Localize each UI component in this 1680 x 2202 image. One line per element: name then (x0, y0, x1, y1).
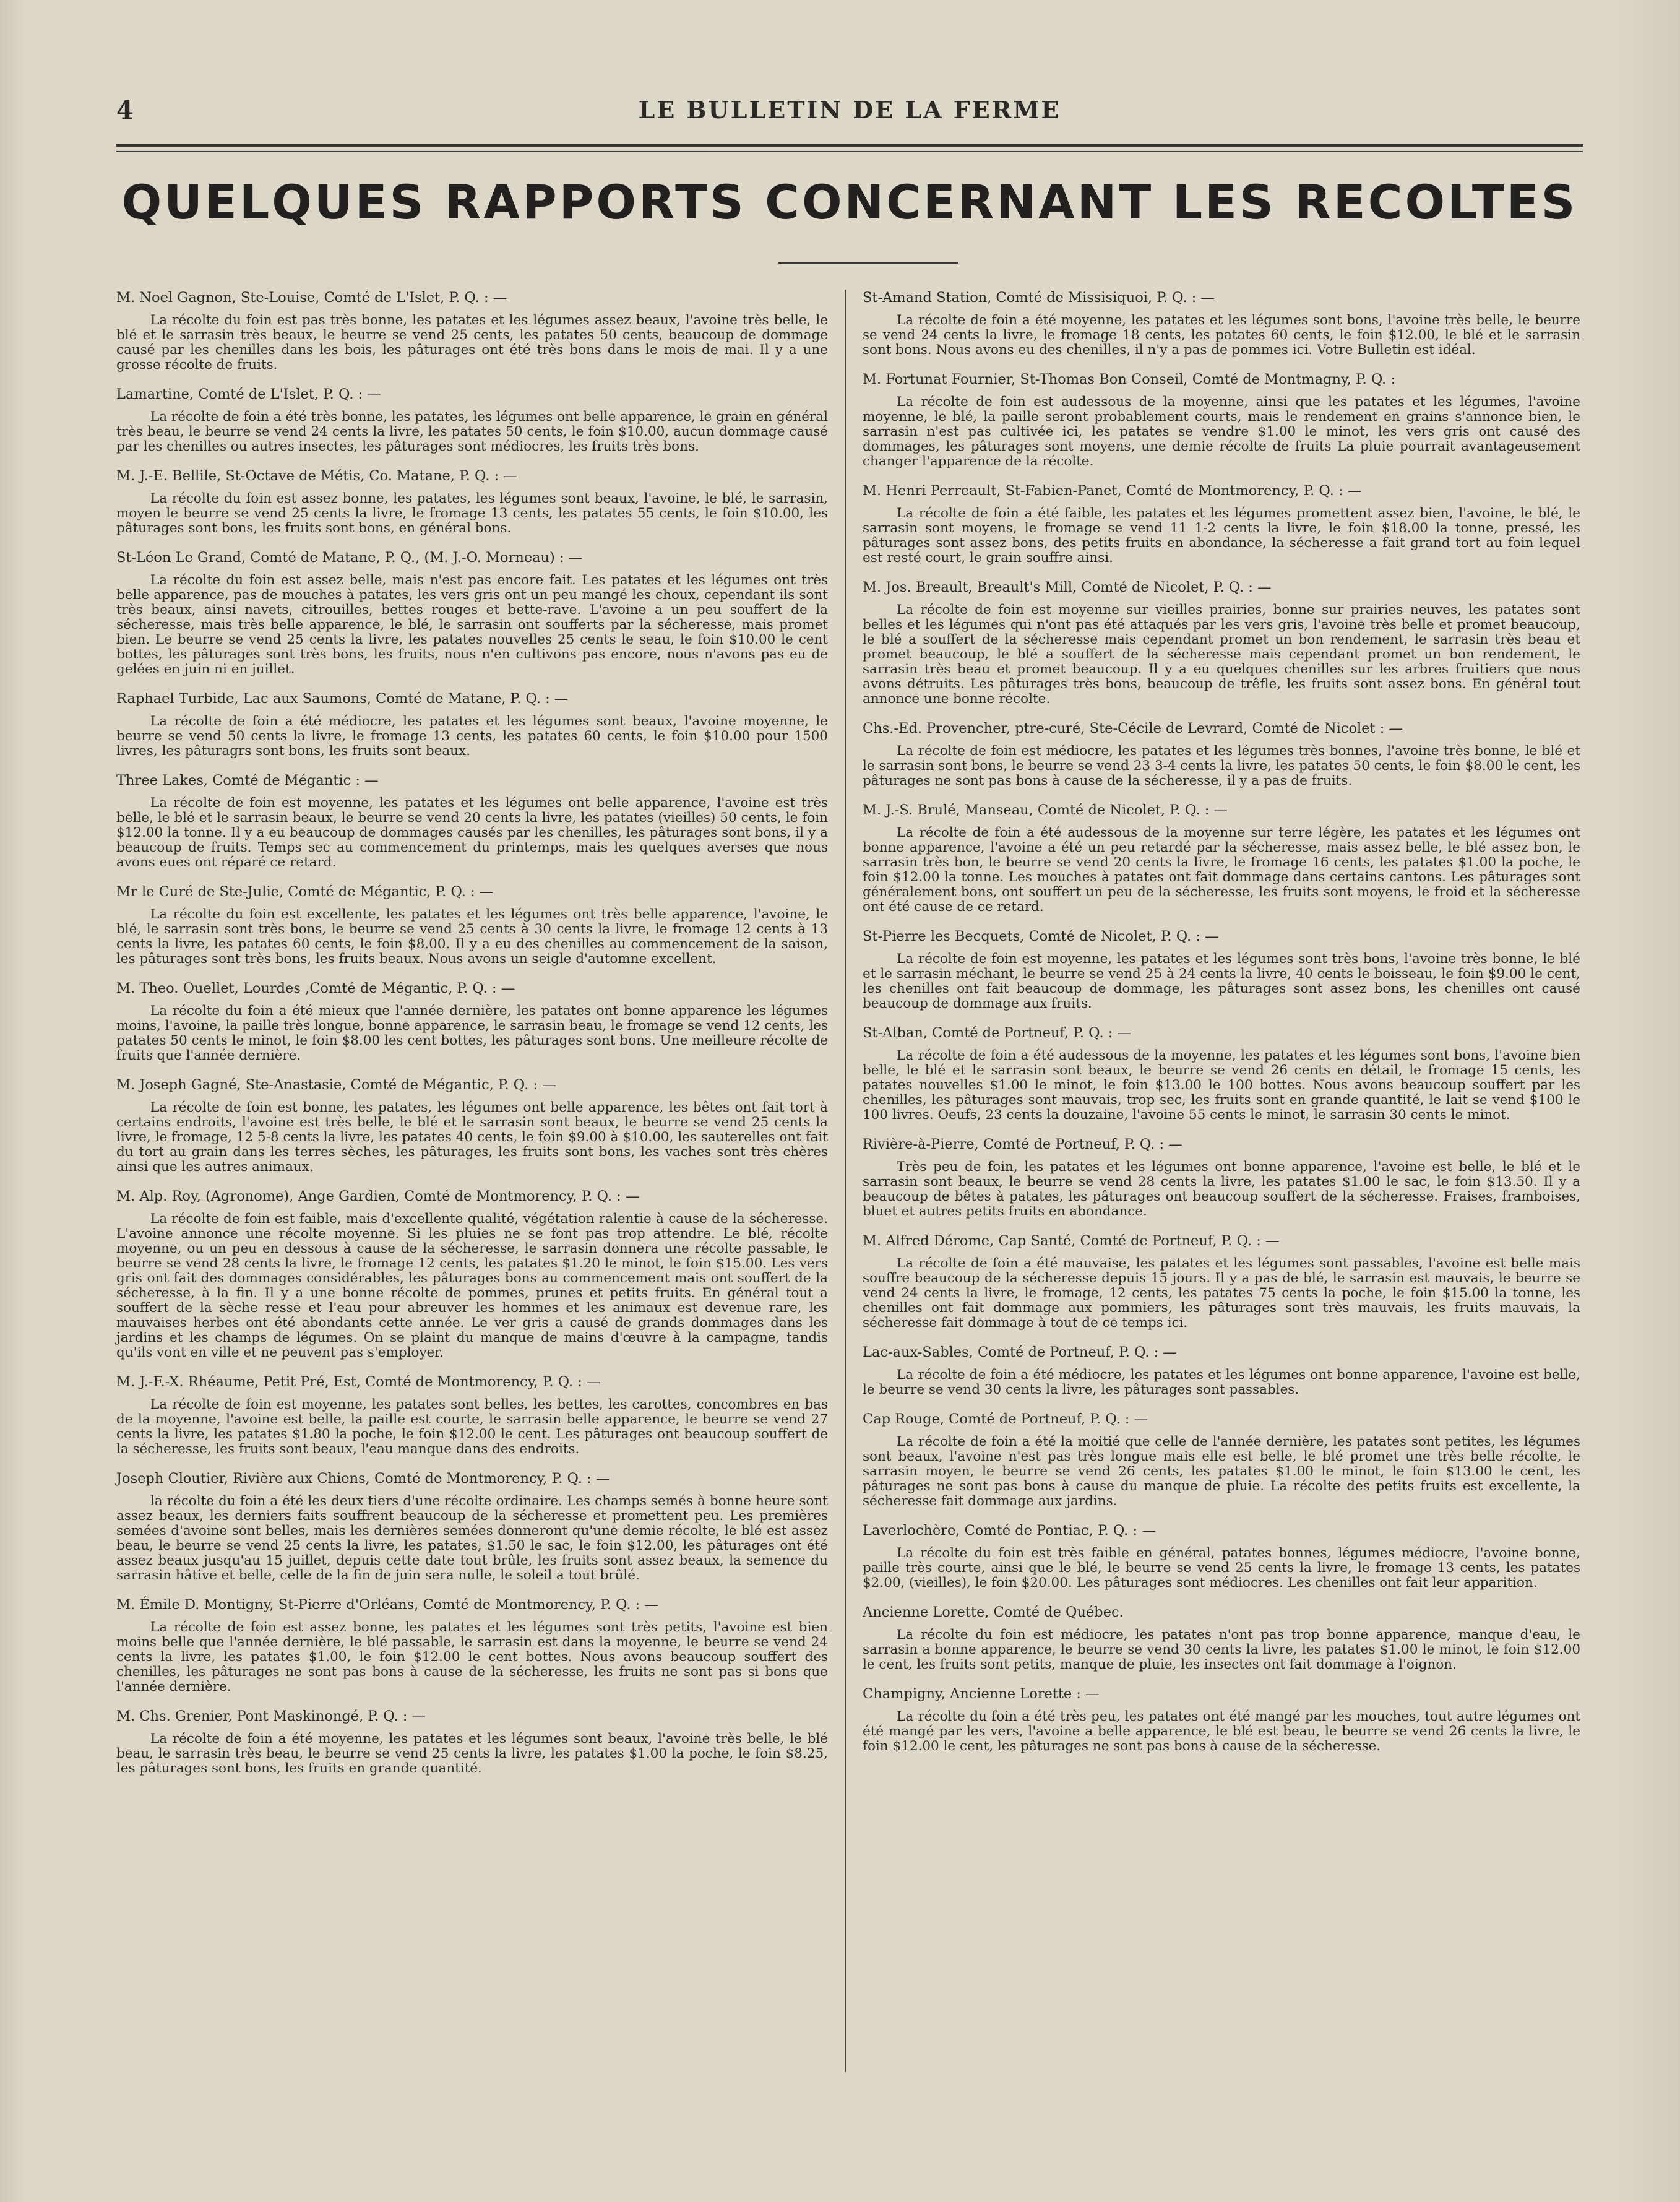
crop-report (863, 290, 1580, 358)
report-heading: M. J.-S. Brulé, Manseau, Comté de Nicolet, P. Q. : — (863, 802, 1228, 818)
report-heading: Ancienne Lorette, Comté de Québec. (863, 1604, 1124, 1620)
crop-report (863, 1344, 1580, 1397)
report-text: La récolte du foin est pas très bonne, les patates et les légumes assez beaux, l'avoine très belle, le blé et le sarrasin très beaux, le beurre se vend 25 cents, les patates 50 cents, beaucoup de dommage causé par les chenilles dans les bois, les pâturages ont été très bons dans le mois de mai. Il y a une grosse récolte de fruits. (116, 313, 828, 373)
crop-report (116, 1374, 828, 1457)
report-text: La récolte du foin a été mieux que l'année dernière, les patates ont bonne apparence les légumes moins, l'avoine, la paille très longue, bonne apparence, le sarrasin beau, le fromage se vend 12 cents, les patates 50 cents le minot, le foin $8.00 les cent bottes, les pâturages sont bons. Une meilleure récolte de fruits que l'année dernière. (116, 1003, 828, 1063)
report-text: La récolte du foin a été très peu, les patates ont été mangé par les mouches, tout autre légumes ont été mangé par les vers, l'avoine a belle apparence, le blé est beau, le beurre se vend 26 cents la livre, le foin $12.00 le cent, les pâturages ne sont pas bons à cause de la sécheresse. (863, 1709, 1580, 1754)
crop-report (116, 1597, 828, 1695)
crop-report (116, 290, 828, 373)
report-heading: St-Alban, Comté de Portneuf, P. Q. : — (863, 1025, 1132, 1041)
report-text: La récolte de foin est moyenne sur vieilles prairies, bonne sur prairies neuves, les patates sont belles et les légumes qui n'ont pas été attaqués par les vers gris, l'avoine très belle et promet beaucoup, le blé a souffert de la sécheresse mais cependant promet un bon rendement, le sarrasin très beau et promet beaucoup, le blé a souffert de la sécheresse mais cependant promet un bon rendement, le sarrasin très beau et promet beaucoup. Il y a eu quelques chenilles sur les arbres fruitiers que nous avons détruits. Les pâturages très bons, beaucoup de trêfle, les fruits sont assez bons. En général tout annonce une bonne récolte. (863, 602, 1580, 707)
report-text: La récolte de foin est assez bonne, les patates et les légumes sont très petits, l'avoine est bien moins belle que l'année dernière, le blé passable, le sarrasin est dans la moyenne, le beurre se vend 24 cents la livre, les patates $1.00, le foin $12.00 le cent bottes. Nous avons beaucoup souffert des chenilles, les pâturages ne sont pas bons à cause de la sécheresse, les fruits ne sont pas si bons que l'année dernière. (116, 1620, 828, 1695)
report-heading: M. J.-E. Bellile, St-Octave de Métis, Co. Matane, P. Q. : — (116, 468, 517, 484)
report-heading: M. Theo. Ouellet, Lourdes ,Comté de Mégantic, P. Q. : — (116, 980, 515, 996)
crop-report (116, 1708, 828, 1776)
report-text: La récolte de foin est audessous de la moyenne, ainsi que les patates et les légumes, l'avoine moyenne, le blé, la paille seront probablement courts, mais le rendement en grains s'annonce bien, le sarrasin n'est pas cultivée ici, les patates se vendre $1.00 le minot, les vers gris ont causé des dommages, les pâturages sont moyens, une demie récolte de fruits La pluie pourrait avantageusement changer l'apparence de la récolte. (863, 394, 1580, 469)
crop-report (116, 468, 828, 536)
report-heading: Chs.-Ed. Provencher, ptre-curé, Ste-Cécile de Levrard, Comté de Nicolet : — (863, 720, 1403, 736)
crop-report (863, 928, 1580, 1011)
report-text: La récolte de foin a été moyenne, les patates et les légumes sont bons, l'avoine très belle, le beurre se vend 24 cents la livre, le fromage 18 cents, les patates 60 cents, le foin $12.00, le blé et le sarrasin sont bons. Nous avons eu des chenilles, il n'y a pas de pommes ici. Votre Bulletin est idéal. (863, 313, 1580, 358)
header-rule-thin (116, 151, 1583, 152)
crop-report (116, 980, 828, 1063)
report-text: La récolte de foin est moyenne, les patates et les légumes ont belle apparence, l'avoine est très belle, le blé et le sarrasin beaux, le beurre se vend 20 cents la livre, les patates (vieilles) 50 cents, le foin $12.00 la tonne. Il y a eu beaucoup de dommages causés par les chenilles, les pâturages sont bons, il y a beaucoup de fruits. Temps sec au commencement du printemps, mais les quelques averses que nous avons eues ont réparé ce retard. (116, 795, 828, 870)
report-text: La récolte du foin est médiocre, les patates n'ont pas trop bonne apparence, manque d'eau, le sarrasin a bonne apparence, le beurre se vend 30 cents la livre, les patates $1.00 le minot, le foin $12.00 le cent, les fruits sont petits, manque de pluie, les insectes ont fait dommage à l'oignon. (863, 1627, 1580, 1672)
report-text: La récolte de foin a été moyenne, les patates et les légumes sont beaux, l'avoine très belle, le blé beau, le sarrasin très beau, le beurre se vend 25 cents la livre, les patates $1.00 la poche, le foin $8.25, les pâturages sont bons, les fruits en grande quantité. (116, 1731, 828, 1776)
header-rule-thick (116, 144, 1583, 147)
report-heading: Joseph Cloutier, Rivière aux Chiens, Comté de Montmorency, P. Q. : — (116, 1470, 610, 1487)
report-heading: Lamartine, Comté de L'Islet, P. Q. : — (116, 386, 381, 402)
report-text: La récolte du foin est excellente, les patates et les légumes ont très belle apparence, l'avoine, le blé, le sarrasin sont très bons, le beurre se vend 25 cents à 30 cents la livre, le fromage 12 cents à 13 cents la livre, les patates 60 cents, le foin $8.00. Il y a eu des chenilles au commencement de la saison, les pâturages sont très bons, les fruits beaux. Nous avons un seigle d'automne excellent. (116, 907, 828, 967)
crop-report (863, 1604, 1580, 1672)
report-text: La récolte du foin est assez belle, mais n'est pas encore fait. Les patates et les légumes ont très belle apparence, pas de mouches à patates, les vers gris ont un peu mangé les choux, cependant ils sont très beaux, ainsi navets, citrouilles, bettes rouges et bette-rave. L'avoine a un peu souffert de la sécheresse, mais très belle apparence, le blé, le sarrasin ont soufferts par la sécheresse, mais promet bien. Le beurre se vend 25 cents la livre, les patates nouvelles 25 cents le seau, le foin $10.00 le cent bottes, les pâturages sont très bons, les fruits, nous n'en cultivons pas encore, nous n'avons pas eu de gelées en juin ni en juillet. (116, 572, 828, 677)
crop-report (116, 772, 828, 870)
article-title: QUELQUES RAPPORTS CONCERNANT LES RECOLTES (121, 175, 1578, 230)
report-heading: M. Jos. Breault, Breault's Mill, Comté de Nicolet, P. Q. : — (863, 579, 1272, 595)
crop-report (116, 1188, 828, 1360)
report-text: La récolte de foin est bonne, les patates, les légumes ont belle apparence, les bêtes ont fait tort à certains endroits, l'avoine est très belle, le blé et le sarrasin sont beaux, le beurre se vend 25 cents la livre, le fromage, 12 5-8 cents la livre, les patates 40 cents, le foin $9.00 à $10.00, les sauterelles ont fait du tort au grain dans les terres sèches, les pâturages, les fruits sont bons, les vaches sont très chères ainsi que les autres animaux. (116, 1100, 828, 1175)
crop-report (116, 386, 828, 454)
title-underline (778, 262, 958, 264)
report-text: La récolte du foin est assez bonne, les patates, les légumes sont beaux, l'avoine, le blé, le sarrasin, moyen le beurre se vend 25 cents la livre, le fromage 13 cents, les patates 55 cents, le foin $10.00, les pâturages sont bons, les fruits sont bons, en général bons. (116, 491, 828, 536)
crop-report (863, 483, 1580, 566)
report-text: La récolte de foin a été mauvaise, les patates et les légumes sont passables, l'avoine est belle mais souffre beaucoup de la sécheresse depuis 15 jours. Il y a pas de blé, le sarrasin est mauvais, le beurre se vend 24 cents la livre, le fromage, 12 cents, les patates 75 cents la poche, le foin $15.00 la tonne, les chenilles ont fait dommage aux pommiers, les pâturages sont très mauvais, les fruits mauvais, la sécheresse fait dommage à tout de ce temps ici. (863, 1256, 1580, 1331)
report-heading: St-Amand Station, Comté de Missisiquoi, P. Q. : — (863, 290, 1215, 306)
crop-report (863, 371, 1580, 469)
page-header (116, 96, 1583, 127)
report-text: La récolte de foin est faible, mais d'excellente qualité, végétation ralentie à cause de la sécheresse. L'avoine annonce une récolte moyenne. Si les pluies ne se font pas trop attendre. Le blé, récolte moyenne, ou un peu en dessous à cause de la sécheresse, le sarrasin donnera une récolte passable, le beurre se vend 28 cents la livre, le fromage 12 cents, les patates $1.20 le minot, le foin $15.00. Les vers gris ont fait des dommages considérables, les pâturages bons au commencement mais ont souffert de la sécheresse, à la fin. Il y a une bonne récolte de pommes, prunes et petits fruits. En général tout a souffert de la sèche resse et l'eau pour abreuver les hommes et les animaux est devenue rare, les mauvaises herbes ont été abondants cette année. Le ver gris a causé de grands dommages dans les jardins et les champs de légumes. On se plaint du manque de mains d'œuvre à la campagne, tandis qu'ils vont en ville et ne peuvent pas s'employer. (116, 1211, 828, 1360)
report-heading: M. Alfred Dérome, Cap Santé, Comté de Portneuf, P. Q. : — (863, 1233, 1280, 1249)
report-text: La récolte de foin a été médiocre, les patates et les légumes ont bonne apparence, l'avoine est belle, le beurre se vend 30 cents la livre, les pâturages sont passables. (863, 1367, 1580, 1397)
report-text: Très peu de foin, les patates et les légumes ont bonne apparence, l'avoine est belle, le blé et le sarrasin sont beaux, le beurre se vend 28 cents la livre, les patates $1.00 le sac, le foin $13.50. Il y a beaucoup de bêtes à patates, les pâturages ont beaucoup souffert de la sécheresse. Fraises, framboises, bluet et autres petits fruits en abondance. (863, 1159, 1580, 1219)
report-heading: M. Joseph Gagné, Ste-Anastasie, Comté de Mégantic, P. Q. : — (116, 1077, 556, 1093)
left-column (116, 290, 828, 1790)
report-heading: Raphael Turbide, Lac aux Saumons, Comté de Matane, P. Q. : — (116, 691, 569, 707)
report-text: La récolte de foin a été faible, les patates et les légumes promettent assez bien, l'avoine, le blé, le sarrasin sont moyens, le fromage se vend 11 1-2 cents la livre, le foin $18.00 la tonne, pressé, les pâturages sont assez bons, des petits fruits en abondance, la sécheresse a fait grand tort au foin lequel est resté court, le grain souffre ainsi. (863, 506, 1580, 566)
report-heading: M. Chs. Grenier, Pont Maskinongé, P. Q. : — (116, 1708, 426, 1724)
crop-report (863, 1411, 1580, 1509)
report-heading: Rivière-à-Pierre, Comté de Portneuf, P. Q. : — (863, 1136, 1182, 1152)
report-heading: M. Émile D. Montigny, St-Pierre d'Orléans, Comté de Montmorency, P. Q. : — (116, 1597, 658, 1613)
report-heading: Lac-aux-Sables, Comté de Portneuf, P. Q. : — (863, 1344, 1177, 1360)
column-divider (845, 290, 846, 2072)
report-heading: Three Lakes, Comté de Mégantic : — (116, 772, 379, 788)
report-heading: Laverlochère, Comté de Pontiac, P. Q. : — (863, 1522, 1156, 1539)
report-text: La récolte de foin est moyenne, les patates et les légumes sont très bons, l'avoine très bonne, le blé et le sarrasin méchant, le beurre se vend 25 à 24 cents la livre, 40 cents le boisseau, le foin $9.00 le cent, les chenilles ont fait beaucoup de dommage, les pâturages sont assez bons, les chenilles ont causé beaucoup de dommage aux fruits. (863, 951, 1580, 1011)
report-heading: M. Henri Perreault, St-Fabien-Panet, Comté de Montmorency, P. Q. : — (863, 483, 1362, 499)
report-heading: St-Léon Le Grand, Comté de Matane, P. Q., (M. J.-O. Morneau) : — (116, 550, 583, 566)
report-heading: M. J.-F.-X. Rhéaume, Petit Pré, Est, Comté de Montmorency, P. Q. : — (116, 1374, 601, 1390)
crop-report (863, 1522, 1580, 1591)
report-heading: M. Alp. Roy, (Agronome), Ange Gardien, Comté de Montmorency, P. Q. : — (116, 1188, 640, 1204)
report-text: La récolte de foin a été audessous de la moyenne, les patates et les légumes sont bons, l'avoine bien belle, le blé et le sarrasin sont beaux, le beurre se vend 26 cents en détail, le fromage 15 cents, les patates nouvelles $1.00 le minot, le foin $13.00 le 100 bottes. Nous avons beaucoup souffert par les chenilles, les pâturages sont mauvais, trop sec, les fruits sont en grande quantité, le lait se vend $100 le 100 livres. Oeufs, 23 cents la douzaine, l'avoine 55 cents le minot, le sarrasin 30 cents le minot. (863, 1048, 1580, 1123)
report-text: la récolte du foin a été les deux tiers d'une récolte ordinaire. Les champs semés à bonne heure sont assez beaux, les derniers faits souffrent beaucoup de la sécheresse et promettent peu. Les premières semées d'avoine sont belles, mais les dernières semées donneront qu'une demie récolte, le blé est assez beau, le beurre se vend 25 cents la livre, les patates, $1.50 le sac, le foin $12.00, les pâturages ont été assez beaux jusqu'au 15 juillet, depuis cette date tout brûle, les fruits sont assez beaux, la semence du sarrasin hâtive et belle, celle de la fin de juin sera nulle, le soleil a tout brûlé. (116, 1493, 828, 1583)
report-text: La récolte de foin est médiocre, les patates et les légumes très bonnes, l'avoine très bonne, le blé et le sarrasin sont bons, le beurre se vend 23 3-4 cents la livre, les patates 50 cents, le foin $8.00 le cent, les pâturages ne sont pas bons à cause de la sécheresse, il y a pas de fruits. (863, 743, 1580, 788)
crop-report (863, 1136, 1580, 1219)
right-column (863, 290, 1580, 1768)
report-text: La récolte du foin est très faible en général, patates bonnes, légumes médiocre, l'avoine bonne, paille très courte, ainsi que le blé, le beurre se vend 25 cents la livre, le fromage 13 cents, les patates $2.00, (vieilles), le foin $20.00. Les pâturages sont médiocres. Les chenilles ont fait leur apparition. (863, 1545, 1580, 1591)
report-text: La récolte de foin est moyenne, les patates sont belles, les bettes, les carottes, concombres en bas de la moyenne, l'avoine est belle, la paille est courte, le sarrasin belle apparence, le beurre se vend 27 cents la livre, les patates $1.80 la poche, le foin $12.00 le cent. Les pâturages ont beaucoup souffert de la sécheresse, les fruits sont beaux, l'eau manque dans des endroits. (116, 1397, 828, 1457)
report-text: La récolte de foin a été très bonne, les patates, les légumes ont belle apparence, le grain en général très beau, le beurre se vend 24 cents la livre, les patates 50 cents, le foin $10.00, aucun dommage causé par les chenilles ou autres insectes, les pâturages sont médiocres, les fruits très bons. (116, 409, 828, 454)
report-text: La récolte de foin a été médiocre, les patates et les légumes sont beaux, l'avoine moyenne, le beurre se vend 50 cents la livre, le fromage 13 cents, les patates 60 cents, le foin $10.00 pour 1500 livres, les pâturagrs sont bons, les fruits sont beaux. (116, 714, 828, 759)
report-text: La récolte de foin a été audessous de la moyenne sur terre légère, les patates et les légumes ont bonne apparence, l'avoine a été un peu retardé par la sécheresse, mais assez belle, le blé assez bon, le sarrasin très bon, le beurre se vend 20 cents la livre, le fromage 16 cents, les patates $1.00 la poche, le foin $12.00 la tonne. Les mouches à patates ont fait dommage dans certains cantons. Les pâturages sont généralement bons, ont souffert un peu de la sécheresse, les fruits sont moyens, le froid et la sécheresse ont été cause de ce retard. (863, 825, 1580, 915)
report-heading: M. Noel Gagnon, Ste-Louise, Comté de L'Islet, P. Q. : — (116, 290, 507, 306)
crop-report (863, 1025, 1580, 1123)
report-heading: Champigny, Ancienne Lorette : — (863, 1686, 1100, 1702)
crop-report (116, 691, 828, 759)
crop-report (116, 1077, 828, 1175)
report-text: La récolte de foin a été la moitié que celle de l'année dernière, les patates sont petites, les légumes sont beaux, l'avoine n'est pas très longue mais elle est belle, le blé promet une très belle récolte, le sarrasin moyen, le beurre se vend 26 cents, les patates $1.00 le minot, le foin $13.00 le cent, les pâturages ne sont pas bons à cause du manque de pluie. La récolte des petits fruits est excellente, la sécheresse fait dommage aux jardins. (863, 1434, 1580, 1509)
crop-report (863, 1686, 1580, 1754)
crop-report (863, 720, 1580, 788)
crop-report (116, 550, 828, 677)
page-number: 4 (116, 96, 134, 125)
report-heading: M. Fortunat Fournier, St-Thomas Bon Conseil, Comté de Montmagny, P. Q. : (863, 371, 1396, 387)
crop-report (116, 884, 828, 967)
masthead: LE BULLETIN DE LA FERME (638, 96, 1061, 124)
crop-report (863, 579, 1580, 707)
crop-report (863, 1233, 1580, 1331)
report-heading: Cap Rouge, Comté de Portneuf, P. Q. : — (863, 1411, 1148, 1427)
report-heading: St-Pierre les Becquets, Comté de Nicolet, P. Q. : — (863, 928, 1219, 944)
report-heading: Mr le Curé de Ste-Julie, Comté de Mégantic, P. Q. : — (116, 884, 494, 900)
crop-report (116, 1470, 828, 1583)
crop-report (863, 802, 1580, 915)
